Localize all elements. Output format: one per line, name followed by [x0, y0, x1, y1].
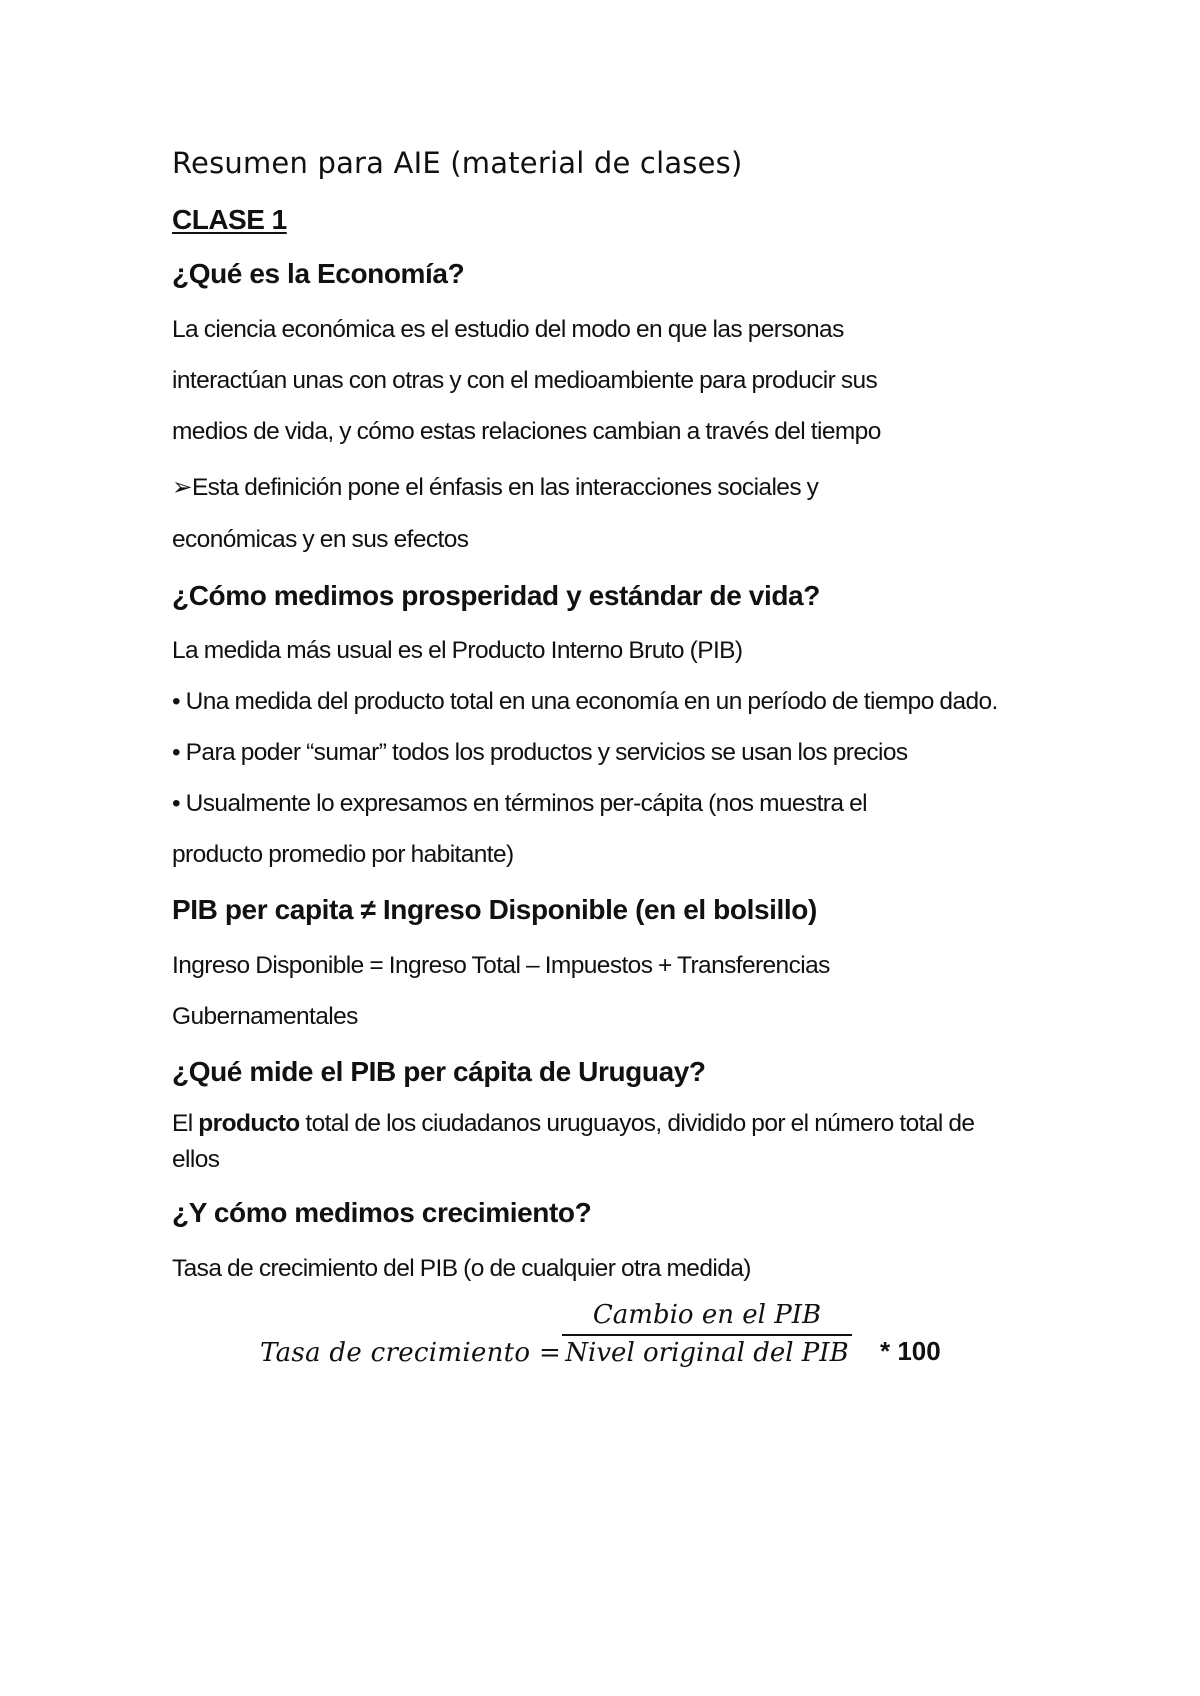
- arrow-bullet-text: Esta definición pone el énfasis en las interacciones sociales y: [191, 474, 819, 501]
- formula-denominator: Nivel original del PIB: [565, 1338, 849, 1368]
- bullet-line: • Una medida del producto total en una economía en un período de tiempo dado.: [172, 688, 998, 715]
- bullet-line: • Usualmente lo expresamos en términos per-cápita (nos muestra el: [172, 790, 867, 817]
- text-segment: El: [172, 1110, 199, 1137]
- growth-rate-formula: [260, 1300, 960, 1400]
- paragraph-line: La medida más usual es el Producto Interno Bruto (PIB): [172, 637, 743, 664]
- arrow-bullet-icon: ➢: [172, 474, 192, 501]
- paragraph-line: económicas y en sus efectos: [172, 526, 469, 553]
- paragraph-line: interactúan unas con otras y con el medioambiente para producir sus: [172, 367, 878, 394]
- bullet-line: • Para poder “sumar” todos los productos y servicios se usan los precios: [172, 739, 908, 766]
- document-title: Resumen para AIE (material de clases): [172, 146, 743, 180]
- paragraph-line: Tasa de crecimiento del PIB (o de cualquier otra medida): [172, 1255, 751, 1282]
- heading-que-es-economia: ¿Qué es la Economía?: [172, 258, 465, 289]
- heading-que-mide-pib-uruguay: ¿Qué mide el PIB per cápita de Uruguay?: [172, 1056, 706, 1087]
- paragraph-line: Ingreso Disponible = Ingreso Total – Impuestos + Transferencias: [172, 952, 830, 979]
- paragraph-line: La ciencia económica es el estudio del modo en que las personas: [172, 316, 844, 343]
- section-heading-clase-1: CLASE 1: [172, 204, 287, 235]
- formula-fraction: [562, 1300, 852, 1368]
- formula-numerator: Cambio en el PIB: [592, 1300, 822, 1330]
- heading-pib-per-capita-vs-ingreso: PIB per capita ≠ Ingreso Disponible (en el bolsillo): [172, 894, 817, 925]
- text-segment: total de los ciudadanos uruguayos, dividido por el número total de: [299, 1110, 975, 1137]
- formula-lhs: Tasa de crecimiento =: [260, 1338, 562, 1368]
- paragraph-line: medios de vida, y cómo estas relaciones cambian a través del tiempo: [172, 418, 881, 445]
- formula-multiplier: * 100: [880, 1336, 941, 1366]
- paragraph-line: [172, 1110, 974, 1138]
- heading-como-medimos-crecimiento: ¿Y cómo medimos crecimiento?: [172, 1197, 592, 1228]
- arrow-bullet-line: [172, 472, 818, 502]
- paragraph-line: ellos: [172, 1146, 220, 1173]
- bold-term-producto: producto: [198, 1110, 300, 1137]
- paragraph-line: Gubernamentales: [172, 1003, 358, 1030]
- paragraph-line: producto promedio por habitante): [172, 841, 514, 868]
- heading-como-medimos-prosperidad: ¿Cómo medimos prosperidad y estándar de vida?: [172, 580, 820, 611]
